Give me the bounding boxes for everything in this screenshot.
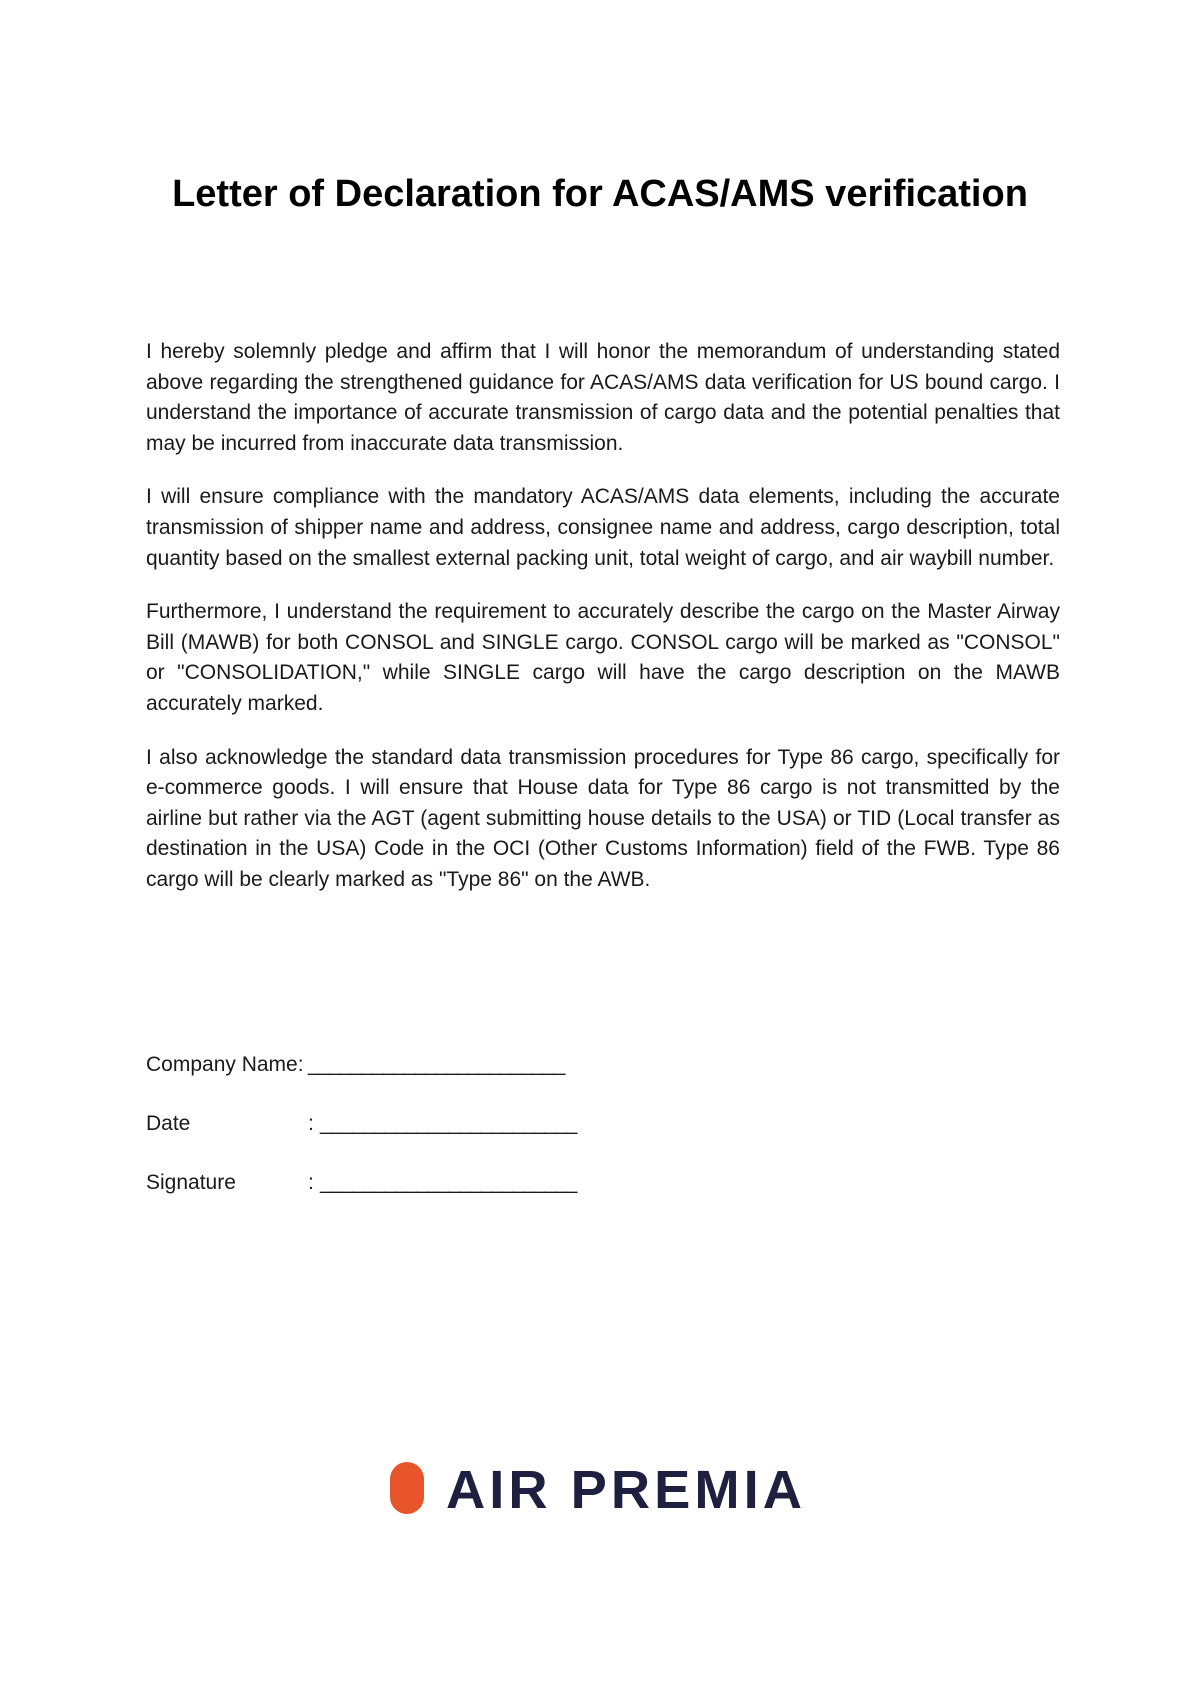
signature-block [146, 1050, 746, 1227]
date-label: Date [146, 1112, 191, 1135]
signature-field[interactable]: ________________________ [320, 1171, 577, 1194]
paragraph-compliance: I will ensure compliance with the mandatory ACAS/AMS data elements, including the accurate transmission of shipper name and address, consignee name and address, cargo description, total quantity based on the smallest external packing unit, total weight of cargo, and air waybill number. [146, 485, 1060, 570]
document-title: Letter of Declaration for ACAS/AMS verification [172, 173, 1028, 215]
date-field[interactable]: ________________________ [320, 1112, 577, 1135]
signature-separator: : [308, 1171, 314, 1194]
signature-row [146, 1168, 746, 1198]
paragraph-type86: I also acknowledge the standard data transmission procedures for Type 86 cargo, specifically for e-commerce goods. I will ensure that House data for Type 86 cargo is not transmitted by the airline but rather via the AGT (agent submitting house details to the USA) or TID (Local transfer as destination in the USA) Code in the OCI (Other Customs Information) field of the FWB. Type 86 cargo will be clearly marked as "Type 86" on the AWB. [146, 745, 1060, 891]
air-premia-logo [390, 1458, 816, 1518]
date-separator: : [308, 1112, 314, 1135]
logo-dot-icon [390, 1462, 424, 1514]
air-premia-wordmark-icon [446, 1462, 816, 1514]
signature-label: Signature [146, 1171, 236, 1194]
company-name-field[interactable]: ________________________ [308, 1053, 565, 1076]
declaration-body [146, 337, 1060, 919]
company-name-row [146, 1050, 746, 1080]
date-row [146, 1109, 746, 1139]
paragraph-pledge: I hereby solemnly pledge and affirm that I will honor the memorandum of understanding stated above regarding the strengthened guidance for ACAS/AMS data verification for US bound cargo. I understand the importance of accurate transmission of cargo data and the potential penalties that may be incurred from inaccurate data transmission. [146, 340, 1060, 455]
company-name-label: Company Name: [146, 1053, 304, 1076]
logo-wordmark-text: AIR PREMIA [446, 1462, 806, 1514]
paragraph-mawb: Furthermore, I understand the requirement to accurately describe the cargo on the Master Airway Bill (MAWB) for both CONSOL and SINGLE cargo. CONSOL cargo will be marked as "CONSOL" or "CONSOLIDATION," while SINGLE cargo will have the cargo description on the MAWB accurately marked. [146, 600, 1060, 715]
